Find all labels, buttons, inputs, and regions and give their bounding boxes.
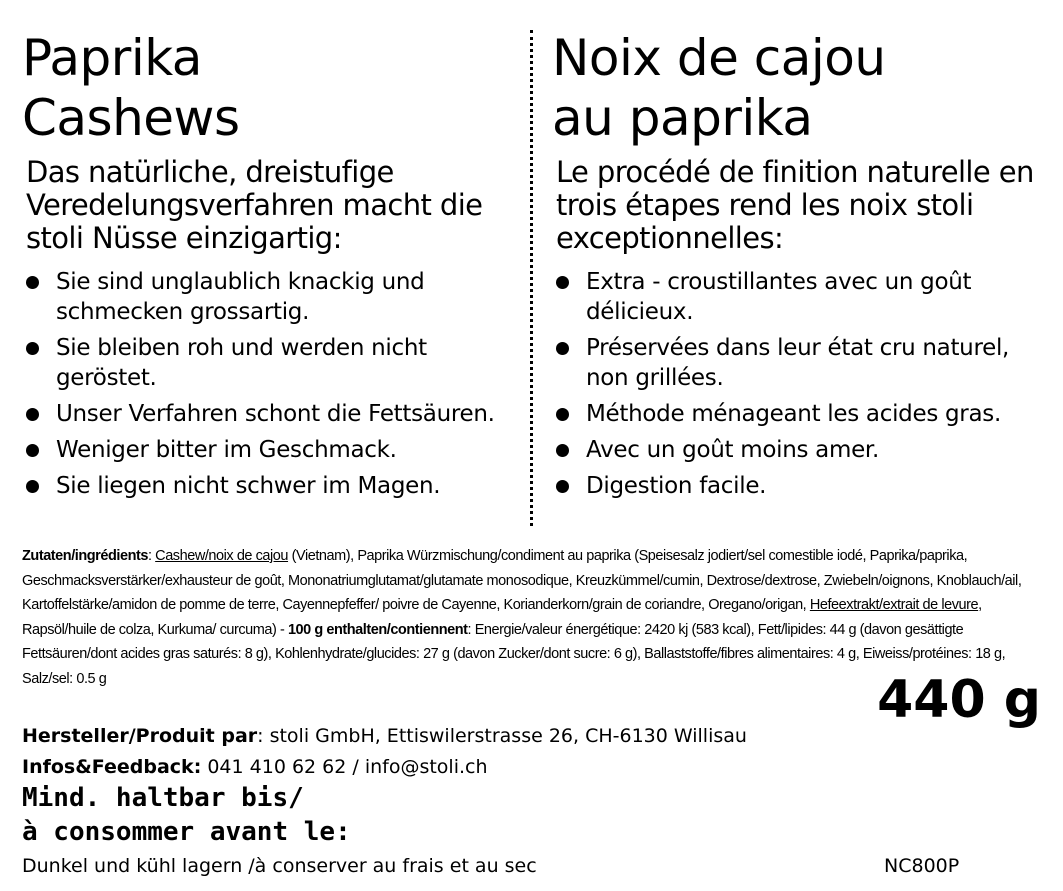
german-title	[22, 28, 527, 148]
storage-instructions: Dunkel und kühl lagern /à conserver au frais et au sec	[22, 855, 537, 877]
net-weight: 440 g	[877, 670, 1041, 730]
german-section	[22, 28, 527, 507]
bullet-icon	[26, 480, 39, 493]
bullet-icon	[556, 408, 569, 421]
list-item: Sie liegen nicht schwer im Magen.	[22, 471, 527, 501]
french-section	[552, 28, 1052, 507]
list-item: Digestion facile.	[552, 471, 1052, 501]
producer-label: Hersteller/Produit par	[22, 725, 258, 747]
french-title-line2: au paprika	[552, 89, 813, 147]
ingredients-text-2: , Rapsöl/huile de colza, Kurkuma/ curcuma) -	[22, 597, 982, 638]
bullet-icon	[556, 276, 569, 289]
ingredients-label: Zutaten/ingrédients	[22, 548, 148, 564]
bullet-icon	[556, 444, 569, 457]
ingredients-text-1: (Vietnam), Paprika Würzmischung/condiment au paprika (Speisesalz jodiert/sel comestible iodé, Paprika/paprika, Geschmacksverstärker/exhausteur de goût, Mononatriumglutamat/glutamate monosodique, Kreuzkümmel/cumin, Dextrose/dextrose, Zwiebeln/oignons, Knoblauch/ail, Kartoffelstärke/amidon de pomme de terre, Cayennepfeffer/ poivre de Cayenne, Korianderkorn/grain de coriandre, Oregano/origan,	[22, 548, 1022, 613]
main-ingredient: Cashew/noix de cajou	[155, 548, 289, 564]
yeast-extract: Hefeextrakt/extrait de levure	[809, 597, 979, 613]
best-before-line2: à consommer avant le:	[22, 817, 351, 847]
nutrition-label: 100 g enthalten/contiennent	[287, 621, 468, 638]
dotted-divider	[530, 30, 533, 526]
ingredients-block: Zutaten/ingrédients: Cashew/noix de cajou (Vietnam), Paprika Würzmischung/condiment au paprika (Speisesalz jodiert/sel comestible iodé, Paprika/paprika, Geschmacksverstärker/exhausteur de goût, Mononatriumglutamat/glutamate monosodique, Kreuzkümmel/cumin, Dextrose/dextrose, Zwiebeln/oignons, Knoblauch/ail, Kartoffelstärke/amidon de pomme de terre, Cayennepfeffer/ poivre de Cayenne, Korianderkorn/grain de coriandre, Oregano/origan, Hefeextrakt/extrait de levure, Rapsöl/huile de colza, Kurkuma/ curcuma) - 100 g enthalten/contiennent: Energie/valeur énergétique: 2420 kj (583 kcal), Fett/lipides: 44 g (davon gesättigte Fettsäuren/dont acides gras saturés: 8 g), Kohlenhydrate/glucides: 27 g (davon Zucker/dont sucre: 6 g), Ballaststoffe/fibres alimentaires: 4 g, Eiweiss/protéines: 18 g, Salz/sel: 0.5 g	[22, 548, 1022, 687]
producer-line	[22, 722, 747, 750]
list-item: Sie bleiben roh und werden nicht geröstet.	[22, 333, 527, 393]
list-item: Préservées dans leur état cru naturel, non grillées.	[552, 333, 1052, 393]
bullet-icon	[26, 444, 39, 457]
french-intro: Le procédé de finition naturelle en trois étapes rend les noix stoli exceptionnelles:	[556, 155, 1034, 255]
french-bullet-list	[552, 267, 1052, 501]
nutrition-values: : Energie/valeur énergétique: 2420 kj (583 kcal), Fett/lipides: 44 g (davon gesättigte Fettsäuren/dont acides gras saturés: 8 g), Kohlenhydrate/glucides: 27 g (davon Zucker/dont sucre: 6 g), Ballaststoffe/fibres alimentaires: 4 g, Eiweiss/protéines: 18 g, Salz/sel: 0.5 g	[22, 621, 1006, 687]
best-before-line1: Mind. haltbar bis/	[22, 783, 304, 813]
list-item: Avec un goût moins amer.	[552, 435, 1052, 465]
producer-value: : stoli GmbH, Ettiswilerstrasse 26, CH-6130 Willisau	[257, 725, 747, 747]
german-bullet-list	[22, 267, 527, 501]
german-intro: Das natürliche, dreistufige Veredelungsverfahren macht die stoli Nüsse einzigartig:	[26, 155, 483, 255]
french-title	[552, 28, 1052, 148]
bullet-icon	[26, 408, 39, 421]
list-item: Méthode ménageant les acides gras.	[552, 399, 1052, 429]
bullet-icon	[26, 276, 39, 289]
list-item: Extra - croustillantes avec un goût délicieux.	[552, 267, 1052, 327]
list-item: Weniger bitter im Geschmack.	[22, 435, 527, 465]
list-item: Unser Verfahren schont die Fettsäuren.	[22, 399, 527, 429]
german-title-line1: Paprika	[22, 29, 202, 87]
infos-value: 041 410 62 62 / info@stoli.ch	[201, 756, 488, 778]
german-title-line2: Cashews	[22, 89, 240, 147]
bullet-icon	[556, 342, 569, 355]
infos-line	[22, 753, 488, 781]
product-code: NC800P	[884, 855, 960, 877]
bullet-icon	[26, 342, 39, 355]
bullet-icon	[556, 480, 569, 493]
french-title-line1: Noix de cajou	[552, 29, 886, 87]
list-item: Sie sind unglaublich knackig und schmecken grossartig.	[22, 267, 527, 327]
infos-label: Infos&Feedback:	[22, 756, 202, 778]
best-before	[22, 781, 351, 849]
